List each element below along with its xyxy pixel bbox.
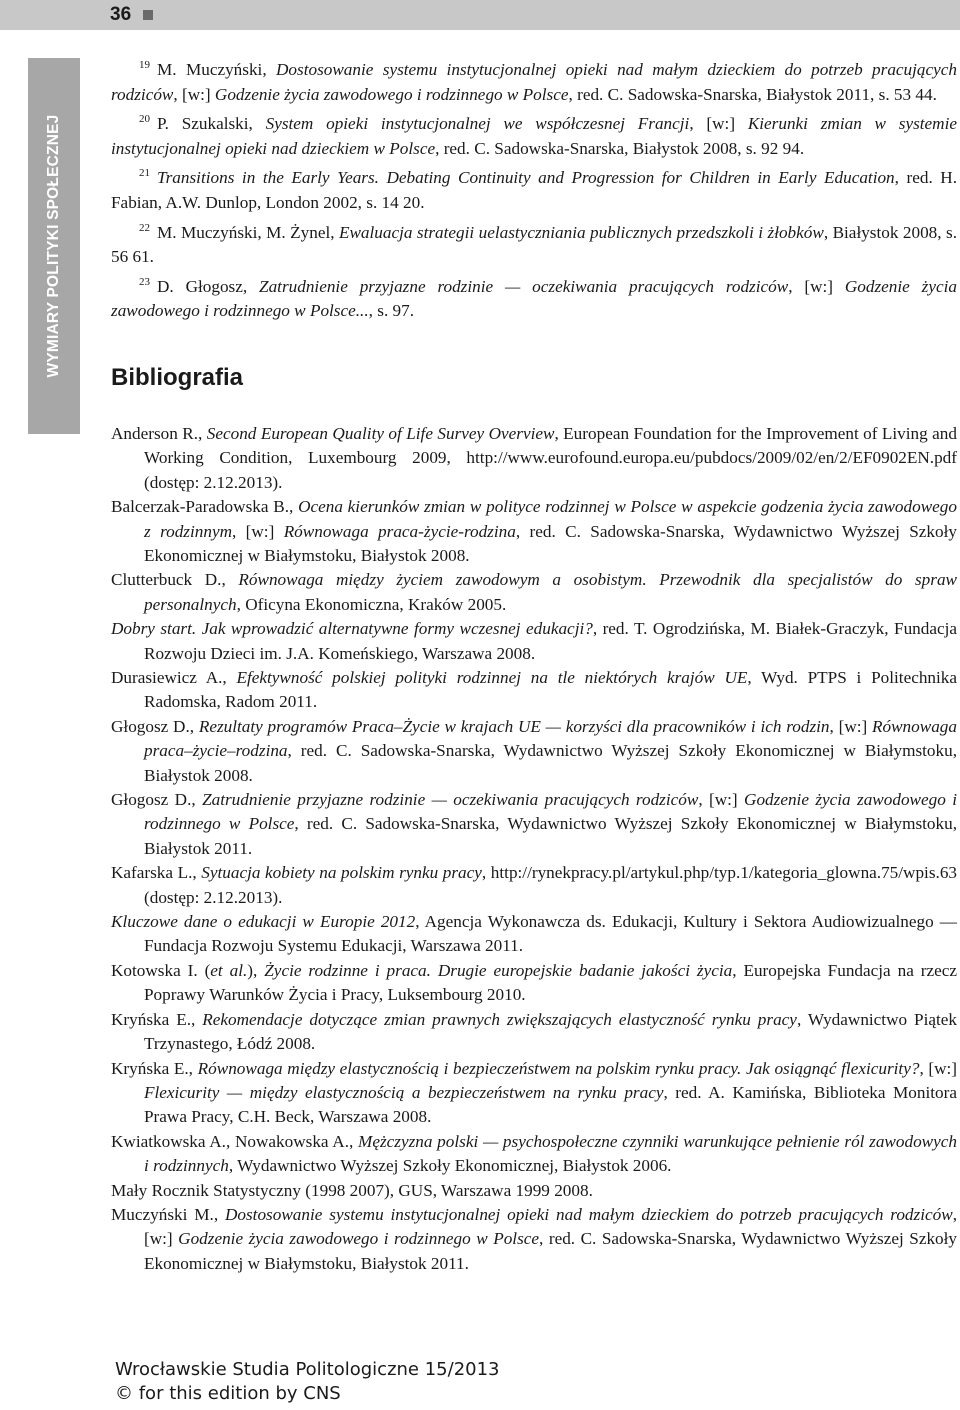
text-run: , red. C. Sadowska-Snarska, Wydawnictwo Wyższej Szkoły Ekonomicznej w Białymstoku, Białystok 2008. xyxy=(144,741,957,785)
italic-text-run: Równowaga praca-życie-rodzina xyxy=(283,521,516,541)
italic-text-run: Godzenie życia zawodowego i rodzinnego w Polsce xyxy=(144,790,957,834)
bibliography-entry xyxy=(111,910,957,959)
bibliography-entry xyxy=(111,568,957,617)
running-header xyxy=(0,0,960,30)
text-run: , [w:] xyxy=(689,114,748,134)
footnote xyxy=(111,53,957,107)
footnote xyxy=(111,270,957,324)
footnote-number: 23 xyxy=(139,275,150,288)
italic-text-run: Ocena kierunków zmian w polityce rodzinnej w Polsce w aspekcie godzenia życia zawodowego z rodzinnym xyxy=(144,497,957,541)
italic-text-run: Dostosowanie systemu instytucjonalnej opieki nad małym dzieckiem do potrzeb pracujących rodziców xyxy=(224,1204,953,1224)
italic-text-run: Dostosowanie systemu instytucjonalnej opieki nad małym dzieckiem do potrzeb pracujących rodziców xyxy=(111,60,957,104)
text-run: Głogosz D., xyxy=(111,790,203,810)
italic-text-run: Mężczyzna polski — psychospołeczne czynniki warunkujące pełnienie ról zawodowych i rodzinnych xyxy=(144,1131,957,1176)
text-run: , Europejska Fundacja na rzecz Poprawy Warunków Życia i Pracy, Luksembourg 2010. xyxy=(144,960,957,1005)
text-run: Głogosz D., xyxy=(111,716,199,736)
footnote-number: 20 xyxy=(139,113,150,126)
text-run: , [w:] xyxy=(144,1204,957,1249)
text-run: Mały Rocznik Statystyczny (1998 2007), GUS, Warszawa 1999 2008. xyxy=(111,1180,593,1200)
text-run: , [w:] xyxy=(232,521,284,541)
bibliography-entry xyxy=(111,422,957,495)
text-run: P. Szukalski, xyxy=(157,114,266,134)
text-run: Kotowska I. ( xyxy=(111,960,211,980)
italic-text-run: Godzenie życia zawodowego i rodzinnego w Polsce xyxy=(214,84,569,104)
bibliography-entry xyxy=(111,1057,957,1130)
text-run: , [w:] xyxy=(919,1058,958,1078)
text-run: , red. T. Ogrodzińska, M. Białek-Graczyk, Fundacja Rozwoju Dzieci im. J.A. Komeńskiego, Warszawa 2008. xyxy=(144,619,958,663)
footnote-number: 21 xyxy=(139,167,150,180)
footnotes xyxy=(111,53,957,324)
text-run: , s. 97. xyxy=(368,301,415,321)
text-run: D. Głogosz, xyxy=(157,276,260,296)
italic-text-run: Zatrudnienie przyjazne rodzinie — oczekiwania pracujących rodziców xyxy=(202,790,699,810)
text-run: , [w:] xyxy=(788,276,845,296)
italic-text-run: Second European Quality of Life Survey Overview xyxy=(206,423,555,443)
header-square-ornament xyxy=(143,10,153,20)
text-run: Kryńska E., xyxy=(111,1009,203,1029)
text-run: Muczyński M., xyxy=(111,1204,225,1224)
text-run: Balcerzak-Paradowska B., xyxy=(111,497,299,517)
italic-text-run: Kierunki zmian w systemie instytucjonalnej opieki nad dzieckiem w Polsce xyxy=(111,114,958,158)
bibliography-entry xyxy=(111,788,957,861)
page-number: 36 xyxy=(110,4,132,25)
bibliography-entry xyxy=(111,666,957,715)
text-run: Kryńska E., xyxy=(111,1058,198,1078)
bibliography-entry xyxy=(111,1203,957,1276)
italic-text-run: Rekomendacje dotyczące zmian prawnych zwiększających elastyczność rynku pracy xyxy=(202,1009,797,1029)
footnote xyxy=(111,161,957,215)
footnote xyxy=(111,107,957,161)
text-run: , [w:] xyxy=(829,716,872,736)
text-run: Clutterbuck D., xyxy=(111,570,239,590)
text-run: , http://rynekpracy.pl/artykul.php/typ.1/kategoria_glowna.75/wpis.63 (dostęp: 2.12.2013). xyxy=(144,863,958,907)
bibliography-heading: Bibliografia xyxy=(111,363,244,391)
italic-text-run: Dobry start. Jak wprowadzić alternatywne formy wczesnej edukacji? xyxy=(111,619,593,639)
italic-text-run: Równowaga między elastycznością i bezpieczeństwem na polskim rynku pracy. Jak osiągnąć flexicurity? xyxy=(197,1058,920,1078)
text-run: Kwiatkowska A., Nowakowska A., xyxy=(111,1131,359,1151)
italic-text-run: Zatrudnienie przyjazne rodzinie — oczekiwania pracujących rodziców xyxy=(259,276,789,296)
italic-text-run: System opieki instytucjonalnej we współczesnej Francji xyxy=(265,114,690,134)
bibliography-entry xyxy=(111,959,957,1008)
footnote-number: 22 xyxy=(139,221,150,234)
bibliography-entry xyxy=(111,1130,957,1179)
text-run: Durasiewicz A., xyxy=(111,668,237,687)
bibliography-entry xyxy=(111,715,957,788)
bibliography-entry xyxy=(111,1008,957,1057)
text-run: , red. C. Sadowska-Snarska, Białystok 2011, s. 53 44. xyxy=(568,84,937,104)
text-run: , red. C. Sadowska-Snarska, Wydawnictwo Wyższej Szkoły Ekonomicznej w Białymstoku, Białystok 2008. xyxy=(144,521,957,565)
section-side-tab-label: WYMIARY POLITYKI SPOŁECZNEJ xyxy=(45,114,62,378)
bibliography-list xyxy=(111,422,957,1276)
text-run: , red. C. Sadowska-Snarska, Białystok 2008, s. 92 94. xyxy=(435,138,805,158)
bibliography-entry xyxy=(111,861,957,910)
text-run: , Wydawnictwo Wyższej Szkoły Ekonomicznej, Białystok 2006. xyxy=(228,1156,672,1176)
page-footer xyxy=(115,1358,500,1406)
text-run: M. Muczyński, M. Żynel, xyxy=(157,222,339,242)
text-run: M. Muczyński, xyxy=(157,60,276,79)
text-run: ), xyxy=(247,960,265,980)
text-run: , [w:] xyxy=(173,84,215,104)
text-run: , European Foundation for the Improvement of Living and Working Condition, Luxembourg 2009, http://www.eurofound.europa.eu/pubdocs/2009/02/en/2/EF0902EN.pdf (dostęp: 2.12.2013). xyxy=(144,423,957,492)
footnote xyxy=(111,216,957,270)
page-body xyxy=(111,53,957,1276)
text-run: , red. C. Sadowska-Snarska, Wydawnictwo Wyższej Szkoły Ekonomicznej w Białymstoku, Białystok 2011. xyxy=(144,814,957,858)
bibliography-entry xyxy=(111,495,957,568)
text-run: Kafarska L., xyxy=(111,863,202,883)
italic-text-run: Równowaga między życiem zawodowym a osobistym. Przewodnik dla specjalistów do spraw personalnych xyxy=(144,570,958,614)
italic-text-run: Efektywność polskiej polityki rodzinnej na tle niektórych krajów UE xyxy=(236,668,748,687)
italic-text-run: Ewaluacja strategii uelastyczniania publicznych przedszkoli i żłobków xyxy=(338,222,824,242)
italic-text-run: Równowaga praca–życie–rodzina xyxy=(144,716,957,761)
italic-text-run: Kluczowe dane o edukacji w Europie 2012 xyxy=(111,912,416,932)
bibliography-entry xyxy=(111,617,957,666)
footer-copyright: © for this edition by CNS xyxy=(115,1383,341,1404)
italic-text-run: Godzenie życia zawodowego i rodzinnego w Polsce xyxy=(178,1229,540,1249)
italic-text-run: Godzenie życia zawodowego i rodzinnego w Polsce... xyxy=(111,276,957,321)
text-run: , Białystok 2008, s. 56 61. xyxy=(111,222,957,267)
text-run: , Wydawnictwo Piątek Trzynastego, Łódź 2008. xyxy=(144,1009,958,1054)
text-run: , Oficyna Ekonomiczna, Kraków 2005. xyxy=(236,594,507,614)
footnote-number: 19 xyxy=(139,59,150,71)
text-run: , Wyd. PTPS i Politechnika Radomska, Radom 2011. xyxy=(144,668,958,712)
text-run: , red. A. Kamińska, Biblioteka Monitora Prawa Pracy, C.H. Beck, Warszawa 2008. xyxy=(144,1082,957,1127)
text-run: , red. H. Fabian, A.W. Dunlop, London 2002, s. 14 20. xyxy=(111,168,957,212)
text-run: , red. C. Sadowska-Snarska, Wydawnictwo Wyższej Szkoły Ekonomicznej w Białymstoku, Białystok 2011. xyxy=(144,1229,957,1273)
text-run: Anderson R., xyxy=(111,423,207,443)
italic-text-run: Sytuacja kobiety na polskim rynku pracy xyxy=(201,863,482,883)
italic-text-run: Życie rodzinne i praca. Drugie europejskie badanie jakości życia xyxy=(264,960,733,980)
italic-text-run: Flexicurity — między elastycznością a bezpieczeństwem na rynku pracy xyxy=(144,1082,664,1102)
footer-journal: Wrocławskie Studia Politologiczne 15/2013 xyxy=(115,1359,500,1380)
italic-text-run: Rezultaty programów Praca–Życie w krajach UE — korzyści dla pracowników i ich rodzin xyxy=(198,716,830,736)
text-run: , Agencja Wykonawcza ds. Edukacji, Kultury i Sektora Audiowizualnego — Fundacja Rozwoju Systemu Edukacji, Warszawa 2011. xyxy=(144,912,957,956)
bibliography-entry xyxy=(111,1179,957,1203)
text-run: , [w:] xyxy=(698,790,745,810)
italic-text-run: Transitions in the Early Years. Debating Continuity and Progression for Children in Early Education xyxy=(157,168,895,188)
italic-text-run: et al. xyxy=(210,960,248,980)
